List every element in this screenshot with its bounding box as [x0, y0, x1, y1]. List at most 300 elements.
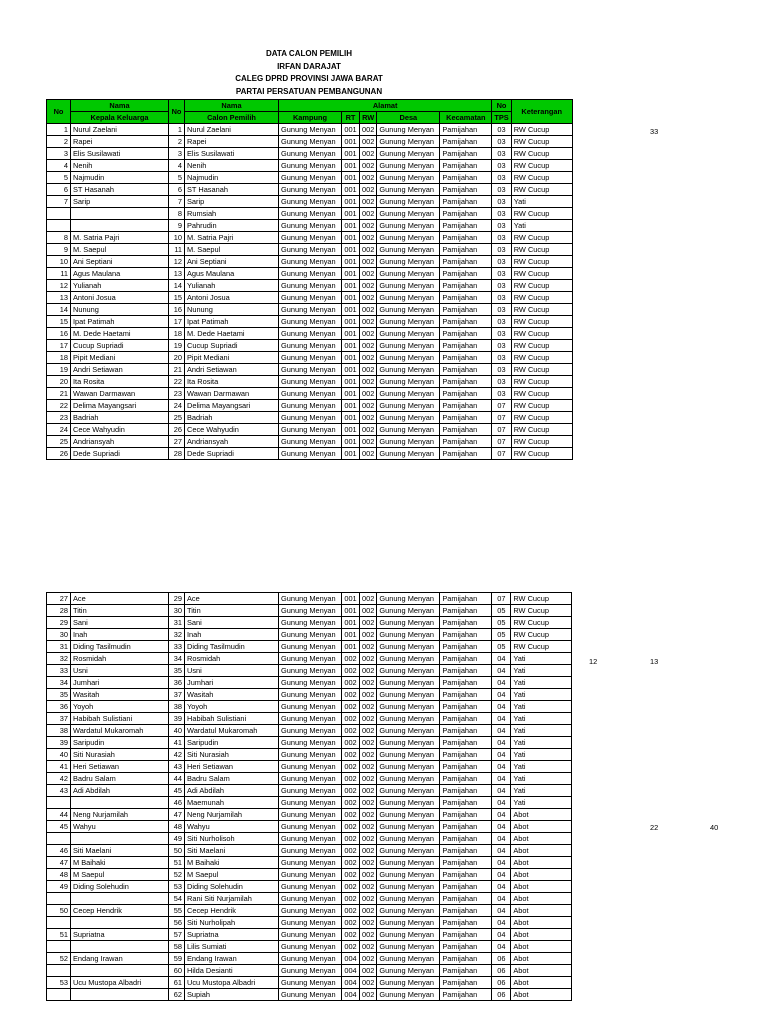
cell-row-no: 25: [47, 436, 71, 448]
cell-kampung: Gunung Menyan: [279, 388, 342, 400]
cell-kampung: Gunung Menyan: [279, 881, 342, 893]
cell-rw: 002: [360, 965, 377, 977]
cell-rw: 002: [360, 376, 377, 388]
cell-kampung: Gunung Menyan: [279, 352, 342, 364]
cell-rt: 004: [342, 965, 360, 977]
cell-rt: 002: [342, 881, 360, 893]
cell-rt: 001: [342, 316, 360, 328]
cell-desa: Gunung Menyan: [377, 436, 440, 448]
cell-kampung: Gunung Menyan: [279, 605, 342, 617]
cell-kecamatan: Pamijahan: [440, 184, 492, 196]
cell-keterangan: Yati: [511, 737, 572, 749]
cell-calon-no: 30: [169, 605, 185, 617]
cell-rt: 001: [342, 232, 360, 244]
cell-calon-no: 11: [169, 244, 185, 256]
cell-keterangan: RW Cucup: [511, 244, 572, 256]
cell-keterangan: Yati: [511, 761, 572, 773]
cell-kecamatan: Pamijahan: [440, 917, 492, 929]
cell-kampung: Gunung Menyan: [279, 400, 342, 412]
cell-tps: 03: [492, 184, 511, 196]
cell-keterangan: Abot: [511, 965, 572, 977]
cell-keterangan: Yati: [511, 785, 572, 797]
cell-tps: 04: [492, 857, 511, 869]
cell-kepala-keluarga: Sani: [71, 617, 169, 629]
table-row: [47, 316, 573, 328]
cell-desa: Gunung Menyan: [377, 773, 440, 785]
cell-calon-no: 8: [169, 208, 185, 220]
cell-kampung: Gunung Menyan: [279, 857, 342, 869]
table-row: [47, 208, 573, 220]
cell-kepala-keluarga: Cecep Hendrik: [71, 905, 169, 917]
table-row: [47, 953, 572, 965]
cell-calon-pemilih: M. Satria Pajri: [185, 232, 279, 244]
cell-calon-no: 55: [169, 905, 185, 917]
cell-kecamatan: Pamijahan: [440, 256, 492, 268]
cell-calon-no: 49: [169, 833, 185, 845]
cell-calon-no: 46: [169, 797, 185, 809]
cell-row-no: 21: [47, 388, 71, 400]
table-row: [47, 905, 572, 917]
cell-calon-pemilih: Ani Septiani: [185, 256, 279, 268]
cell-desa: Gunung Menyan: [377, 797, 440, 809]
cell-calon-no: 28: [169, 448, 185, 460]
cell-kampung: Gunung Menyan: [279, 989, 342, 1001]
cell-keterangan: Abot: [511, 809, 572, 821]
table-row: [47, 617, 572, 629]
cell-kecamatan: Pamijahan: [440, 220, 492, 232]
table-row: [47, 917, 572, 929]
cell-rw: 002: [360, 605, 377, 617]
cell-keterangan: Yati: [511, 749, 572, 761]
cell-rt: 002: [342, 749, 360, 761]
cell-kepala-keluarga: Neng Nurjamilah: [71, 809, 169, 821]
table-row: [47, 857, 572, 869]
cell-desa: Gunung Menyan: [377, 821, 440, 833]
cell-calon-no: 51: [169, 857, 185, 869]
cell-desa: Gunung Menyan: [377, 713, 440, 725]
cell-rt: 002: [342, 821, 360, 833]
cell-row-no: 53: [47, 977, 71, 989]
cell-desa: Gunung Menyan: [377, 172, 440, 184]
cell-row-no: [47, 893, 71, 905]
cell-row-no: 47: [47, 857, 71, 869]
cell-desa: Gunung Menyan: [377, 593, 440, 605]
cell-kampung: Gunung Menyan: [279, 761, 342, 773]
cell-row-no: 4: [47, 160, 71, 172]
cell-kecamatan: Pamijahan: [440, 641, 492, 653]
cell-desa: Gunung Menyan: [377, 893, 440, 905]
cell-kepala-keluarga: Ace: [71, 593, 169, 605]
cell-kampung: Gunung Menyan: [279, 677, 342, 689]
cell-rw: 002: [360, 424, 377, 436]
cell-calon-no: 22: [169, 376, 185, 388]
cell-kecamatan: Pamijahan: [440, 316, 492, 328]
cell-tps: 03: [492, 136, 511, 148]
cell-keterangan: RW Cucup: [511, 328, 572, 340]
cell-rt: 001: [342, 400, 360, 412]
side-note-13: 13: [650, 657, 659, 666]
cell-tps: 03: [492, 160, 511, 172]
cell-desa: Gunung Menyan: [377, 929, 440, 941]
cell-keterangan: Yati: [511, 677, 572, 689]
cell-desa: Gunung Menyan: [377, 280, 440, 292]
cell-kecamatan: Pamijahan: [440, 809, 492, 821]
cell-desa: Gunung Menyan: [377, 412, 440, 424]
cell-calon-pemilih: Yulianah: [185, 280, 279, 292]
cell-calon-no: 35: [169, 665, 185, 677]
cell-rt: 002: [342, 941, 360, 953]
cell-kepala-keluarga: Jumhari: [71, 677, 169, 689]
header-tps: TPS: [492, 112, 511, 124]
cell-calon-pemilih: Jumhari: [185, 677, 279, 689]
cell-kecamatan: Pamijahan: [440, 136, 492, 148]
cell-calon-pemilih: Sani: [185, 617, 279, 629]
cell-rt: 001: [342, 448, 360, 460]
cell-row-no: 39: [47, 737, 71, 749]
cell-calon-no: 61: [169, 977, 185, 989]
cell-kecamatan: Pamijahan: [440, 208, 492, 220]
cell-kampung: Gunung Menyan: [279, 617, 342, 629]
cell-kampung: Gunung Menyan: [279, 232, 342, 244]
cell-keterangan: RW Cucup: [511, 364, 572, 376]
cell-calon-no: 37: [169, 689, 185, 701]
table-row: [47, 725, 572, 737]
cell-calon-pemilih: Hilda Desianti: [185, 965, 279, 977]
cell-kecamatan: Pamijahan: [440, 280, 492, 292]
cell-keterangan: Yati: [511, 701, 572, 713]
cell-calon-pemilih: Delima Mayangsari: [185, 400, 279, 412]
cell-row-no: 13: [47, 292, 71, 304]
cell-calon-no: 9: [169, 220, 185, 232]
table-row: [47, 304, 573, 316]
cell-tps: 04: [492, 713, 511, 725]
cell-kampung: Gunung Menyan: [279, 364, 342, 376]
cell-desa: Gunung Menyan: [377, 677, 440, 689]
cell-calon-pemilih: Ipat Patimah: [185, 316, 279, 328]
document-title-block: [0, 48, 618, 98]
cell-rw: 002: [360, 184, 377, 196]
cell-keterangan: RW Cucup: [511, 424, 572, 436]
cell-kecamatan: Pamijahan: [440, 436, 492, 448]
cell-tps: 03: [492, 352, 511, 364]
cell-keterangan: RW Cucup: [511, 340, 572, 352]
cell-row-no: [47, 989, 71, 1001]
cell-keterangan: RW Cucup: [511, 617, 572, 629]
cell-rt: 002: [342, 833, 360, 845]
cell-kepala-keluarga: Pipit Mediani: [71, 352, 169, 364]
table-row: [47, 124, 573, 136]
cell-tps: 07: [492, 436, 511, 448]
cell-calon-no: 6: [169, 184, 185, 196]
cell-rw: 002: [360, 881, 377, 893]
cell-kampung: Gunung Menyan: [279, 292, 342, 304]
cell-rw: 002: [360, 905, 377, 917]
cell-rw: 002: [360, 977, 377, 989]
cell-kampung: Gunung Menyan: [279, 316, 342, 328]
cell-desa: Gunung Menyan: [377, 184, 440, 196]
table-row: [47, 232, 573, 244]
cell-calon-pemilih: Pipit Mediani: [185, 352, 279, 364]
table-row: [47, 388, 573, 400]
cell-desa: Gunung Menyan: [377, 881, 440, 893]
cell-calon-pemilih: Lilis Sumiati: [185, 941, 279, 953]
cell-rt: 001: [342, 256, 360, 268]
cell-tps: 03: [492, 220, 511, 232]
cell-desa: Gunung Menyan: [377, 833, 440, 845]
cell-calon-no: 40: [169, 725, 185, 737]
cell-kepala-keluarga: Ucu Mustopa Albadri: [71, 977, 169, 989]
cell-keterangan: RW Cucup: [511, 412, 572, 424]
cell-row-no: 5: [47, 172, 71, 184]
cell-rt: 002: [342, 929, 360, 941]
table-row: [47, 689, 572, 701]
cell-calon-pemilih: Endang Irawan: [185, 953, 279, 965]
cell-row-no: 37: [47, 713, 71, 725]
cell-calon-pemilih: Siti Nurasiah: [185, 749, 279, 761]
cell-kepala-keluarga: [71, 797, 169, 809]
cell-keterangan: RW Cucup: [511, 280, 572, 292]
cell-tps: 03: [492, 232, 511, 244]
header-row-2: [47, 112, 573, 124]
cell-kampung: Gunung Menyan: [279, 977, 342, 989]
cell-rt: 004: [342, 953, 360, 965]
cell-keterangan: Abot: [511, 857, 572, 869]
cell-kampung: Gunung Menyan: [279, 893, 342, 905]
cell-rt: 002: [342, 665, 360, 677]
cell-tps: 04: [492, 725, 511, 737]
cell-rw: 002: [360, 641, 377, 653]
cell-calon-no: 31: [169, 617, 185, 629]
cell-rt: 002: [342, 809, 360, 821]
cell-calon-no: 1: [169, 124, 185, 136]
cell-rw: 002: [360, 244, 377, 256]
cell-calon-no: 42: [169, 749, 185, 761]
cell-keterangan: Abot: [511, 833, 572, 845]
cell-desa: Gunung Menyan: [377, 869, 440, 881]
cell-rw: 002: [360, 701, 377, 713]
cell-kecamatan: Pamijahan: [440, 304, 492, 316]
cell-rt: 001: [342, 436, 360, 448]
cell-kampung: Gunung Menyan: [279, 737, 342, 749]
cell-rw: 002: [360, 280, 377, 292]
cell-kepala-keluarga: Heri Setiawan: [71, 761, 169, 773]
cell-calon-no: 50: [169, 845, 185, 857]
cell-desa: Gunung Menyan: [377, 448, 440, 460]
cell-keterangan: RW Cucup: [511, 641, 572, 653]
cell-rt: 002: [342, 845, 360, 857]
cell-tps: 04: [492, 761, 511, 773]
cell-desa: Gunung Menyan: [377, 400, 440, 412]
cell-row-no: 16: [47, 328, 71, 340]
cell-row-no: 40: [47, 749, 71, 761]
cell-tps: 05: [492, 605, 511, 617]
cell-rw: 002: [360, 148, 377, 160]
table-row: [47, 436, 573, 448]
cell-calon-no: 17: [169, 316, 185, 328]
cell-row-no: 12: [47, 280, 71, 292]
cell-calon-no: 29: [169, 593, 185, 605]
cell-kampung: Gunung Menyan: [279, 172, 342, 184]
cell-keterangan: RW Cucup: [511, 268, 572, 280]
table-row: [47, 677, 572, 689]
cell-row-no: [47, 797, 71, 809]
table-row: [47, 881, 572, 893]
cell-desa: Gunung Menyan: [377, 124, 440, 136]
table-row: [47, 713, 572, 725]
cell-row-no: 1: [47, 124, 71, 136]
cell-calon-pemilih: Supriatna: [185, 929, 279, 941]
cell-keterangan: Yati: [511, 220, 572, 232]
cell-rw: 002: [360, 388, 377, 400]
cell-kecamatan: Pamijahan: [440, 196, 492, 208]
cell-keterangan: RW Cucup: [511, 352, 572, 364]
table-row: [47, 629, 572, 641]
cell-desa: Gunung Menyan: [377, 749, 440, 761]
cell-kepala-keluarga: Wahyu: [71, 821, 169, 833]
cell-calon-pemilih: M. Saepul: [185, 244, 279, 256]
cell-calon-no: 43: [169, 761, 185, 773]
cell-row-no: 32: [47, 653, 71, 665]
table-row: [47, 172, 573, 184]
cell-row-no: [47, 220, 71, 232]
cell-rw: 002: [360, 352, 377, 364]
header-kecamatan: Kecamatan: [440, 112, 492, 124]
cell-kecamatan: Pamijahan: [440, 364, 492, 376]
cell-row-no: 30: [47, 629, 71, 641]
cell-kepala-keluarga: [71, 989, 169, 1001]
cell-kecamatan: Pamijahan: [440, 701, 492, 713]
cell-desa: Gunung Menyan: [377, 701, 440, 713]
cell-rw: 002: [360, 653, 377, 665]
cell-keterangan: Abot: [511, 893, 572, 905]
table-row: [47, 292, 573, 304]
cell-kampung: Gunung Menyan: [279, 785, 342, 797]
header-alamat: Alamat: [279, 100, 492, 112]
cell-calon-pemilih: M. Dede Haetami: [185, 328, 279, 340]
cell-calon-no: 14: [169, 280, 185, 292]
table-row: [47, 761, 572, 773]
cell-kecamatan: Pamijahan: [440, 424, 492, 436]
cell-kepala-keluarga: Nenih: [71, 160, 169, 172]
cell-tps: 04: [492, 917, 511, 929]
cell-calon-no: 36: [169, 677, 185, 689]
cell-calon-pemilih: Elis Susilawati: [185, 148, 279, 160]
cell-tps: 03: [492, 196, 511, 208]
cell-keterangan: RW Cucup: [511, 148, 572, 160]
cell-kecamatan: Pamijahan: [440, 617, 492, 629]
cell-calon-pemilih: Cecep Hendrik: [185, 905, 279, 917]
cell-kampung: Gunung Menyan: [279, 328, 342, 340]
cell-tps: 07: [492, 412, 511, 424]
cell-calon-pemilih: Siti Nurholipah: [185, 917, 279, 929]
cell-kepala-keluarga: Diding Tasilmudin: [71, 641, 169, 653]
header-no-calon: No: [169, 100, 185, 124]
cell-calon-pemilih: Siti Nurholisoh: [185, 833, 279, 845]
cell-calon-no: 56: [169, 917, 185, 929]
cell-calon-pemilih: Najmudin: [185, 172, 279, 184]
cell-kecamatan: Pamijahan: [440, 328, 492, 340]
cell-kampung: Gunung Menyan: [279, 701, 342, 713]
cell-row-no: 26: [47, 448, 71, 460]
cell-rt: 001: [342, 160, 360, 172]
table-row: [47, 653, 572, 665]
cell-rt: 002: [342, 893, 360, 905]
cell-kepala-keluarga: Badru Salam: [71, 773, 169, 785]
cell-desa: Gunung Menyan: [377, 785, 440, 797]
cell-kepala-keluarga: Habibah Sulistiani: [71, 713, 169, 725]
cell-kampung: Gunung Menyan: [279, 304, 342, 316]
cell-tps: 04: [492, 689, 511, 701]
cell-calon-no: 7: [169, 196, 185, 208]
cell-kampung: Gunung Menyan: [279, 821, 342, 833]
cell-desa: Gunung Menyan: [377, 160, 440, 172]
table-row: [47, 929, 572, 941]
cell-row-no: 24: [47, 424, 71, 436]
table-row: [47, 148, 573, 160]
cell-kepala-keluarga: Siti Maelani: [71, 845, 169, 857]
cell-kecamatan: Pamijahan: [440, 340, 492, 352]
cell-kecamatan: Pamijahan: [440, 412, 492, 424]
cell-row-no: 41: [47, 761, 71, 773]
cell-kampung: Gunung Menyan: [279, 184, 342, 196]
cell-tps: 04: [492, 773, 511, 785]
cell-calon-pemilih: Yoyoh: [185, 701, 279, 713]
cell-rw: 002: [360, 436, 377, 448]
cell-calon-no: 4: [169, 160, 185, 172]
cell-kecamatan: Pamijahan: [440, 929, 492, 941]
cell-calon-pemilih: Ucu Mustopa Albadri: [185, 977, 279, 989]
cell-row-no: 36: [47, 701, 71, 713]
cell-kampung: Gunung Menyan: [279, 220, 342, 232]
cell-kampung: Gunung Menyan: [279, 653, 342, 665]
cell-calon-pemilih: Nurul Zaelani: [185, 124, 279, 136]
cell-kecamatan: Pamijahan: [440, 629, 492, 641]
header-nama-calon: Nama: [185, 100, 279, 112]
cell-calon-pemilih: Neng Nurjamilah: [185, 809, 279, 821]
cell-kampung: Gunung Menyan: [279, 629, 342, 641]
cell-rt: 001: [342, 328, 360, 340]
cell-kepala-keluarga: Wardatul Mukaromah: [71, 725, 169, 737]
cell-calon-no: 27: [169, 436, 185, 448]
cell-rt: 002: [342, 653, 360, 665]
side-note-22: 22: [650, 823, 659, 832]
cell-rw: 002: [360, 713, 377, 725]
cell-rw: 002: [360, 941, 377, 953]
cell-rt: 001: [342, 593, 360, 605]
cell-row-no: 20: [47, 376, 71, 388]
cell-kecamatan: Pamijahan: [440, 977, 492, 989]
cell-kampung: Gunung Menyan: [279, 905, 342, 917]
cell-row-no: 43: [47, 785, 71, 797]
cell-row-no: 7: [47, 196, 71, 208]
cell-desa: Gunung Menyan: [377, 965, 440, 977]
cell-desa: Gunung Menyan: [377, 328, 440, 340]
cell-kampung: Gunung Menyan: [279, 256, 342, 268]
cell-calon-pemilih: Heri Setiawan: [185, 761, 279, 773]
cell-desa: Gunung Menyan: [377, 148, 440, 160]
cell-row-no: 22: [47, 400, 71, 412]
cell-rt: 001: [342, 605, 360, 617]
cell-kampung: Gunung Menyan: [279, 148, 342, 160]
cell-kampung: Gunung Menyan: [279, 136, 342, 148]
cell-tps: 03: [492, 292, 511, 304]
cell-kampung: Gunung Menyan: [279, 749, 342, 761]
cell-kampung: Gunung Menyan: [279, 412, 342, 424]
cell-keterangan: Abot: [511, 929, 572, 941]
table-row: [47, 160, 573, 172]
cell-row-no: 9: [47, 244, 71, 256]
cell-kampung: Gunung Menyan: [279, 436, 342, 448]
